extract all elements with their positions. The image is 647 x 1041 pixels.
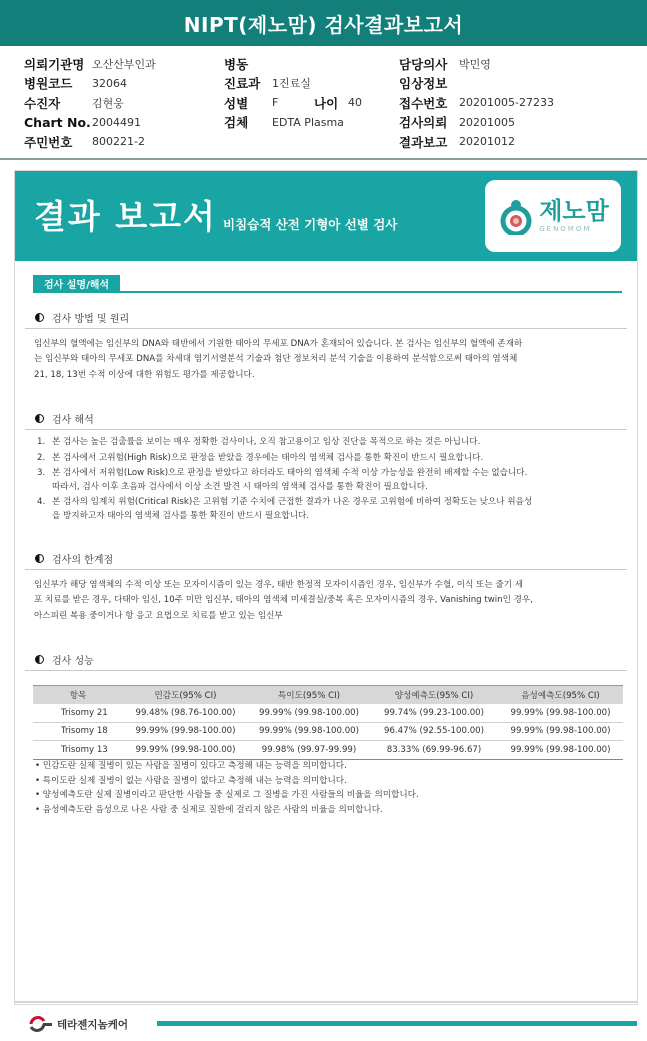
list-line: 본 검사에서 고위험(High Risk)으로 판정을 받았을 경우에는 태아의 염색체 검사를 통한 확진이 반드시 필요합니다. xyxy=(52,452,484,463)
info-label: 의뢰기관명 xyxy=(24,56,85,72)
report-card xyxy=(14,170,638,1005)
performance-table xyxy=(33,685,623,760)
note-item: • 양성예측도란 실제 질병이라고 판단한 사람들 중 실제로 그 질병을 가진 사람들의 비율을 의미합니다. xyxy=(35,790,419,800)
table-header: 특이도(95% CI) xyxy=(248,686,370,704)
half-circle-icon xyxy=(35,554,44,563)
info-label: 담당의사 xyxy=(399,56,448,72)
method-line: 임신부의 혈액에는 임신부의 DNA와 태반에서 기원한 태아의 무세포 DNA가 혼재되어 있습니다. 본 검사는 임신부의 혈액에 존재하 xyxy=(34,339,523,349)
info-label: 결과보고 xyxy=(399,134,448,150)
list-line: 본 검사는 높은 검출률을 보이는 매우 정확한 검사이나, 오직 참고용이고 임상 진단을 목적으로 하는 것은 아닙니다. xyxy=(52,437,481,447)
genomom-logo-icon xyxy=(497,197,535,235)
info-label: 병동 xyxy=(224,56,249,72)
performance-heading-text: 검사 성능 xyxy=(52,656,94,667)
info-label: 검체 xyxy=(224,115,249,131)
table-cell: 96.47% (92.55-100.00) xyxy=(370,722,498,741)
info-value: 20201012 xyxy=(459,135,515,149)
list-item xyxy=(37,436,625,450)
section-tab-underline xyxy=(33,291,622,293)
list-line: 본 검사에서 저위험(Low Risk)으로 판정을 받았다고 하더라도 태아의 염색체 수적 이상 가능성을 완전히 배제할 수는 없습니다. xyxy=(52,468,528,478)
table-cell: 99.74% (99.23-100.00) xyxy=(370,704,498,723)
heading-divider xyxy=(25,429,627,430)
heading-divider xyxy=(25,569,627,570)
method-line: 는 임신부와 태아의 무세포 DNA를 차세대 염기서열분석 기술과 첨단 정보처리 분석 기술을 이용하여 분석함으로써 태아의 염색체 xyxy=(34,354,518,365)
table-header: 항목 xyxy=(33,686,123,704)
limits-heading xyxy=(35,551,113,566)
note-item: • 특이도란 실제 질병이 없는 사람을 질병이 없다고 측정해 내는 능력을 의미합니다. xyxy=(35,775,347,786)
table-header: 음성예측도(95% CI) xyxy=(498,686,623,704)
list-number: 2. xyxy=(37,452,46,463)
table-cell: 99.99% (99.98-100.00) xyxy=(123,722,248,741)
info-label: 병원코드 xyxy=(24,76,73,92)
list-number: 1. xyxy=(37,437,46,447)
info-value: F xyxy=(272,96,279,110)
table-header-row xyxy=(33,686,623,704)
info-value: EDTA Plasma xyxy=(272,115,344,129)
table-cell: 99.99% (99.98-100.00) xyxy=(123,741,248,760)
header-divider xyxy=(0,158,647,160)
info-value: 800221-2 xyxy=(92,135,145,149)
info-value: 20201005-27233 xyxy=(459,96,554,110)
info-value: 박민영 xyxy=(459,57,491,71)
genomom-logo xyxy=(485,180,621,252)
half-circle-icon xyxy=(35,655,44,664)
table-cell: Trisomy 13 xyxy=(33,741,123,760)
limits-line: 임신부가 해당 염색체의 수적 이상 또는 모자이시즘이 있는 경우, 태반 한정적 모자이시즘인 경우, 임신부가 수혈, 이식 또는 줄기 세 xyxy=(34,580,524,590)
info-value: 1진료실 xyxy=(272,77,311,91)
list-number: 3. xyxy=(37,468,46,478)
table-cell: 99.98% (99.97-99.99) xyxy=(248,741,370,760)
table-cell: 83.33% (69.99-96.67) xyxy=(370,741,498,760)
list-line: 을 방지하고자 태아의 염색체 검사를 통한 확진이 반드시 필요합니다. xyxy=(52,510,310,521)
report-title: NIPT(제노맘) 검사결과보고서 xyxy=(183,12,464,37)
list-item xyxy=(37,467,625,494)
list-line: 따라서, 검사 이후 초음파 검사에서 이상 소견 발견 시 태아의 염색체 검사를 통한 확진이 필요합니다. xyxy=(52,481,428,492)
info-row xyxy=(24,132,634,152)
logo-text: 제노맘 xyxy=(539,197,609,225)
table-cell: 99.99% (99.98-100.00) xyxy=(498,741,623,760)
footer-logo xyxy=(28,1015,128,1033)
method-heading xyxy=(35,310,129,325)
age-label: 나이 xyxy=(314,95,339,111)
footer-company: 테라젠지놈케어 xyxy=(57,1018,129,1031)
table-row xyxy=(33,741,623,760)
info-value: 32064 xyxy=(92,76,127,90)
interpretation-heading xyxy=(35,411,94,426)
logo-subtext: GENOMOM xyxy=(539,225,592,233)
section-tab: 검사 설명/해석 xyxy=(33,275,120,292)
info-value: 20201005 xyxy=(459,115,515,129)
half-circle-icon xyxy=(35,414,44,423)
limits-text xyxy=(34,578,624,624)
table-cell: 99.99% (99.98-100.00) xyxy=(248,722,370,741)
heading-divider xyxy=(25,328,627,329)
table-cell: Trisomy 18 xyxy=(33,722,123,741)
report-title-bar xyxy=(0,0,647,46)
table-row xyxy=(33,704,623,723)
report-banner xyxy=(15,171,637,261)
limits-line: 아스피린 복용 중이거나 항 응고 요법으로 치료를 받고 있는 임신부 xyxy=(34,610,283,621)
table-cell: 99.48% (98.76-100.00) xyxy=(123,704,248,723)
info-row xyxy=(24,113,634,133)
limits-line: 포 치료를 받은 경우, 다태아 임신, 10주 미만 임신부, 태아의 염색체 미세결실/중복 혹은 모자이시즘의 경우, Vanishing twin인 경우, xyxy=(34,595,533,606)
list-line: 본 검사의 임계치 위험(Critical Risk)은 고위험 기준 수치에 근접한 결과가 나온 경우로 고위험에 비하여 정확도는 낮으나 위음성 xyxy=(52,497,533,507)
interpretation-list xyxy=(37,436,625,525)
heading-divider xyxy=(25,670,627,671)
info-row xyxy=(24,93,634,113)
info-label: 진료과 xyxy=(224,76,261,92)
info-label: 임상정보 xyxy=(399,76,448,92)
list-number: 4. xyxy=(37,497,46,507)
list-item xyxy=(37,452,625,466)
patient-info xyxy=(24,54,634,152)
method-heading-text: 검사 방법 및 원리 xyxy=(52,314,130,325)
method-text xyxy=(34,337,624,383)
banner-subtitle: 비침습적 산전 기형아 선별 검사 xyxy=(223,217,398,232)
performance-notes xyxy=(35,759,625,817)
info-label: 수진자 xyxy=(24,95,61,111)
info-label: 성별 xyxy=(224,95,249,111)
performance-heading xyxy=(35,652,94,667)
table-cell: 99.99% (99.98-100.00) xyxy=(248,704,370,723)
age-value: 40 xyxy=(348,96,362,110)
method-line: 21, 18, 13번 수적 이상에 대한 위험도 평가를 제공합니다. xyxy=(34,369,255,380)
info-label: Chart No. xyxy=(24,114,91,130)
info-value: 오산산부인과 xyxy=(92,57,156,71)
note-item: • 음성예측도란 음성으로 나온 사람 중 실제로 질환에 걸리지 않은 사람의 비율을 의미합니다. xyxy=(35,804,383,815)
info-label: 검사의뢰 xyxy=(399,115,448,131)
limits-heading-text: 검사의 한계점 xyxy=(52,555,114,566)
info-label: 접수번호 xyxy=(399,95,448,111)
terragen-logo-icon xyxy=(28,1015,54,1033)
info-value: 김현웅 xyxy=(92,96,124,110)
table-row xyxy=(33,722,623,741)
info-value: 2004491 xyxy=(92,115,141,129)
info-label: 주민번호 xyxy=(24,134,73,150)
table-header: 양성예측도(95% CI) xyxy=(370,686,498,704)
table-cell: Trisomy 21 xyxy=(33,704,123,723)
info-row xyxy=(24,74,634,94)
interpretation-heading-text: 검사 해석 xyxy=(52,415,94,426)
half-circle-icon xyxy=(35,313,44,322)
list-item xyxy=(37,496,625,523)
info-row xyxy=(24,54,634,74)
note-item: • 민감도란 실제 질병이 있는 사람을 질병이 있다고 측정해 내는 능력을 의미합니다. xyxy=(35,761,347,771)
table-cell: 99.99% (99.98-100.00) xyxy=(498,704,623,723)
banner-title: 결과 보고서 xyxy=(34,197,217,236)
table-header: 민감도(95% CI) xyxy=(123,686,248,704)
card-bottom-rule xyxy=(15,1001,637,1003)
footer-accent-bar xyxy=(157,1021,637,1026)
table-cell: 99.99% (99.98-100.00) xyxy=(498,722,623,741)
